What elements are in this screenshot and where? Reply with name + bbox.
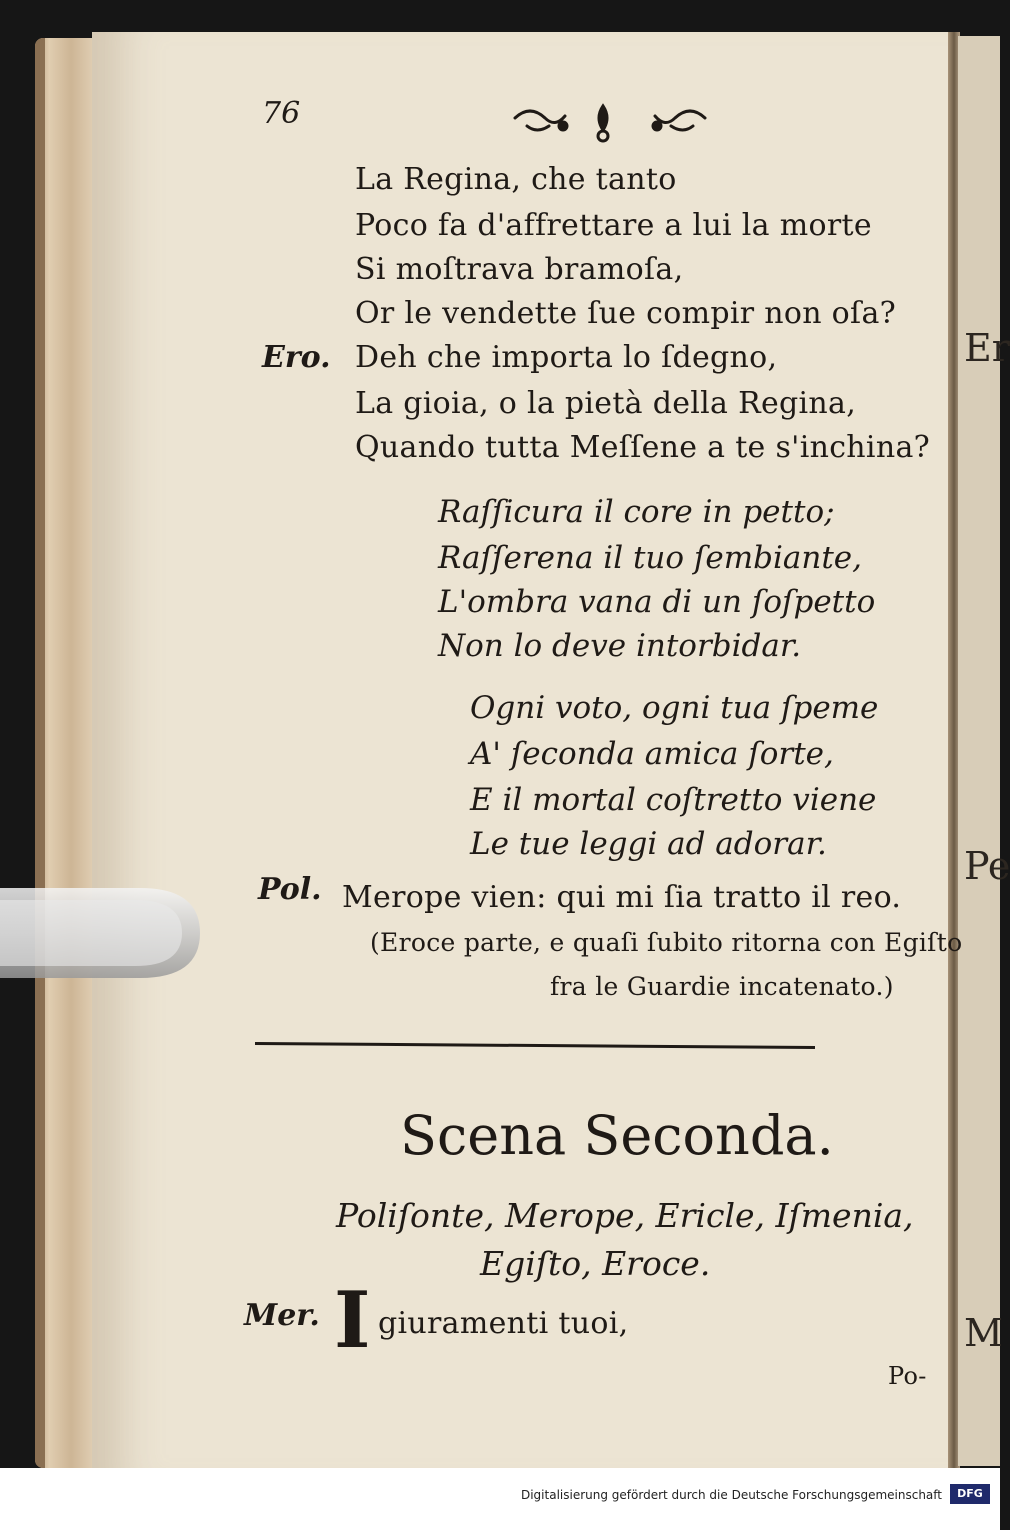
footer-bar — [0, 1468, 1000, 1530]
facing-fragment: M — [964, 1311, 1003, 1355]
dfg-logo: DFG — [950, 1484, 990, 1504]
aria-line: E il mortal coſtretto viene — [470, 782, 877, 818]
speaker-label: Ero. — [262, 340, 331, 375]
head-ornament-icon — [505, 96, 715, 146]
aria-line: Ogni voto, ogni tua ſpeme — [470, 690, 879, 726]
page-number: 76 — [262, 96, 301, 131]
stage-direction: fra le Guardie incatenato.) — [550, 972, 894, 1001]
verse-line: Or le vendette ſue compir non oſa? — [355, 296, 897, 331]
aria-line: Raſſicura il core in petto; — [438, 494, 835, 530]
scene-title: Scena Seconda. — [400, 1104, 834, 1167]
verse-line: Poco fa d'affrettare a lui la morte — [355, 208, 872, 243]
facing-fragment: Er — [964, 326, 1010, 370]
initial-letter: I — [334, 1275, 371, 1366]
facing-fragment: Pe — [964, 844, 1010, 888]
cast-list: Egiſto, Eroce. — [480, 1244, 711, 1283]
aria-line: L'ombra vana di un ſoſpetto — [438, 584, 876, 620]
verse-line: Quando tutta Meſſene a te s'inchina? — [355, 430, 931, 465]
speaker-label: Mer. — [244, 1298, 320, 1333]
aria-line: Non lo deve intorbidar. — [438, 628, 802, 664]
aria-line: Le tue leggi ad adorar. — [470, 826, 827, 862]
cast-list: Poliſonte, Merope, Ericle, Iſmenia, — [336, 1196, 914, 1235]
facing-page — [958, 36, 1010, 1466]
stage-direction: (Eroce parte, e quaſi ſubito ritorna con Egiſto — [370, 928, 963, 957]
footer-credit: Digitalisierung gefördert durch die Deutsche Forschungsgemeinschaft — [520, 1488, 942, 1502]
speaker-label: Pol. — [258, 872, 322, 907]
aria-line: Raſſerena il tuo ſembiante, — [438, 540, 862, 576]
verse-line: Si moſtrava bramoſa, — [355, 252, 684, 287]
verse-line: La Regina, che tanto — [355, 162, 677, 197]
verse-line: La gioia, o la pietà della Regina, — [355, 386, 857, 421]
verse-line: giuramenti tuoi, — [378, 1306, 629, 1341]
verse-line: Merope vien: qui mi ſia tratto il reo. — [342, 880, 902, 915]
verse-line: Deh che importa lo ſdegno, — [355, 340, 778, 375]
catchword: Po- — [888, 1362, 927, 1390]
aria-line: A' ſeconda amica ſorte, — [470, 736, 834, 772]
